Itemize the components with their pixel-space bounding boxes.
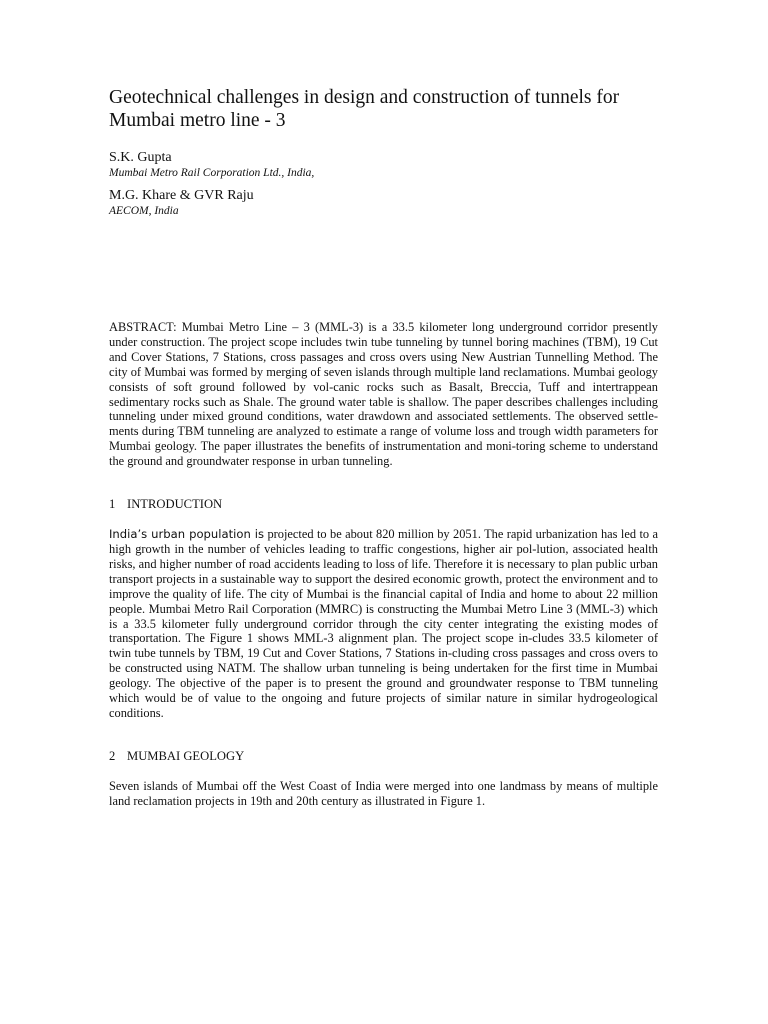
author-affiliation: AECOM, India bbox=[109, 205, 179, 217]
author-block-1 bbox=[109, 150, 658, 180]
geology-paragraph: Seven islands of Mumbai off the West Coast of India were merged into one landmass by means of multiple land reclamation projects in 19th and 20th century as illustrated in Figure 1. bbox=[109, 778, 658, 808]
section-title: INTRODUCTION bbox=[127, 497, 223, 512]
introduction-lead-in: India’s urban population is bbox=[109, 527, 265, 542]
abstract: ABSTRACT: Mumbai Metro Line – 3 (MML-3) is a 33.5 kilometer long underground corridor presently under construction. The project scope includes twin tube tunneling by tunnel boring machines (TBM), 19 Cut and Cover Stations, 7 Stations, cross passages and cross overs using New Austrian Tunnelling Method. The city of Mumbai was formed by merging of seven islands through multiple land reclamations. Mumbai geology consists of soft ground followed by vol-canic rocks such as Basalt, Breccia, Tuff and intertrappean sedimentary rocks such as Shale. The ground water table is shallow. The paper describes challenges including tunneling under mixed ground conditions, water drawdown and associated settlements. The observed settle-ments during TBM tunneling are analyzed to estimate a range of volume loss and trough width parameters for Mumbai geology. The paper illustrates the benefits of instrumentation and moni-toring scheme to understand the ground and groundwater response in urban tunneling. bbox=[109, 320, 658, 469]
author-name: M.G. Khare & GVR Raju bbox=[109, 188, 254, 203]
introduction-text: projected to be about 820 million by 2051. The rapid urbanization has led to a high growth in the number of vehicles leading to traffic congestions, higher air pol-lution, associated health risks, and higher number of road accidents leading to loss of life. Therefore it is necessary to plan public urban transport projects in a sustainable way to support the desired economic growth, protect the environment and to improve the quality of life. The city of Mumbai is the financial capital of India and home to about 22 million people. Mumbai Metro Rail Corporation (MMRC) is constructing the Mumbai Metro Line 3 (MML-3) which is a 33.5 kilometer fully underground corridor through the city center integrating the existing modes of transportation. The Figure 1 shows MML-3 alignment plan. The project scope in-cludes 33.5 kilometer of twin tube tunnels by TBM, 19 Cut and Cover Stations, 7 Stations in-cluding cross passages and cross overs to be constructed using NATM. The shallow urban tunneling is being undertaken for the first time in Mumbai geology. The objective of the paper is to present the ground and groundwater response to TBM tunneling which would be of value to the ongoing and future projects of similar nature in similar hydrogeological conditions. bbox=[109, 527, 658, 720]
section-number: 1 bbox=[109, 497, 116, 512]
section-title: MUMBAI GEOLOGY bbox=[127, 748, 245, 763]
section-heading-introduction bbox=[109, 497, 658, 512]
section-heading-mumbai-geology bbox=[109, 749, 658, 764]
paper-page bbox=[109, 86, 658, 809]
paper-title: Geotechnical challenges in design and construction of tunnels for Mumbai metro line - 3 bbox=[109, 87, 620, 131]
introduction-paragraph bbox=[109, 527, 658, 721]
author-block-2 bbox=[109, 188, 658, 218]
author-affiliation: Mumbai Metro Rail Corporation Ltd., India, bbox=[109, 167, 315, 179]
section-number: 2 bbox=[109, 748, 116, 763]
author-name: S.K. Gupta bbox=[109, 150, 172, 165]
